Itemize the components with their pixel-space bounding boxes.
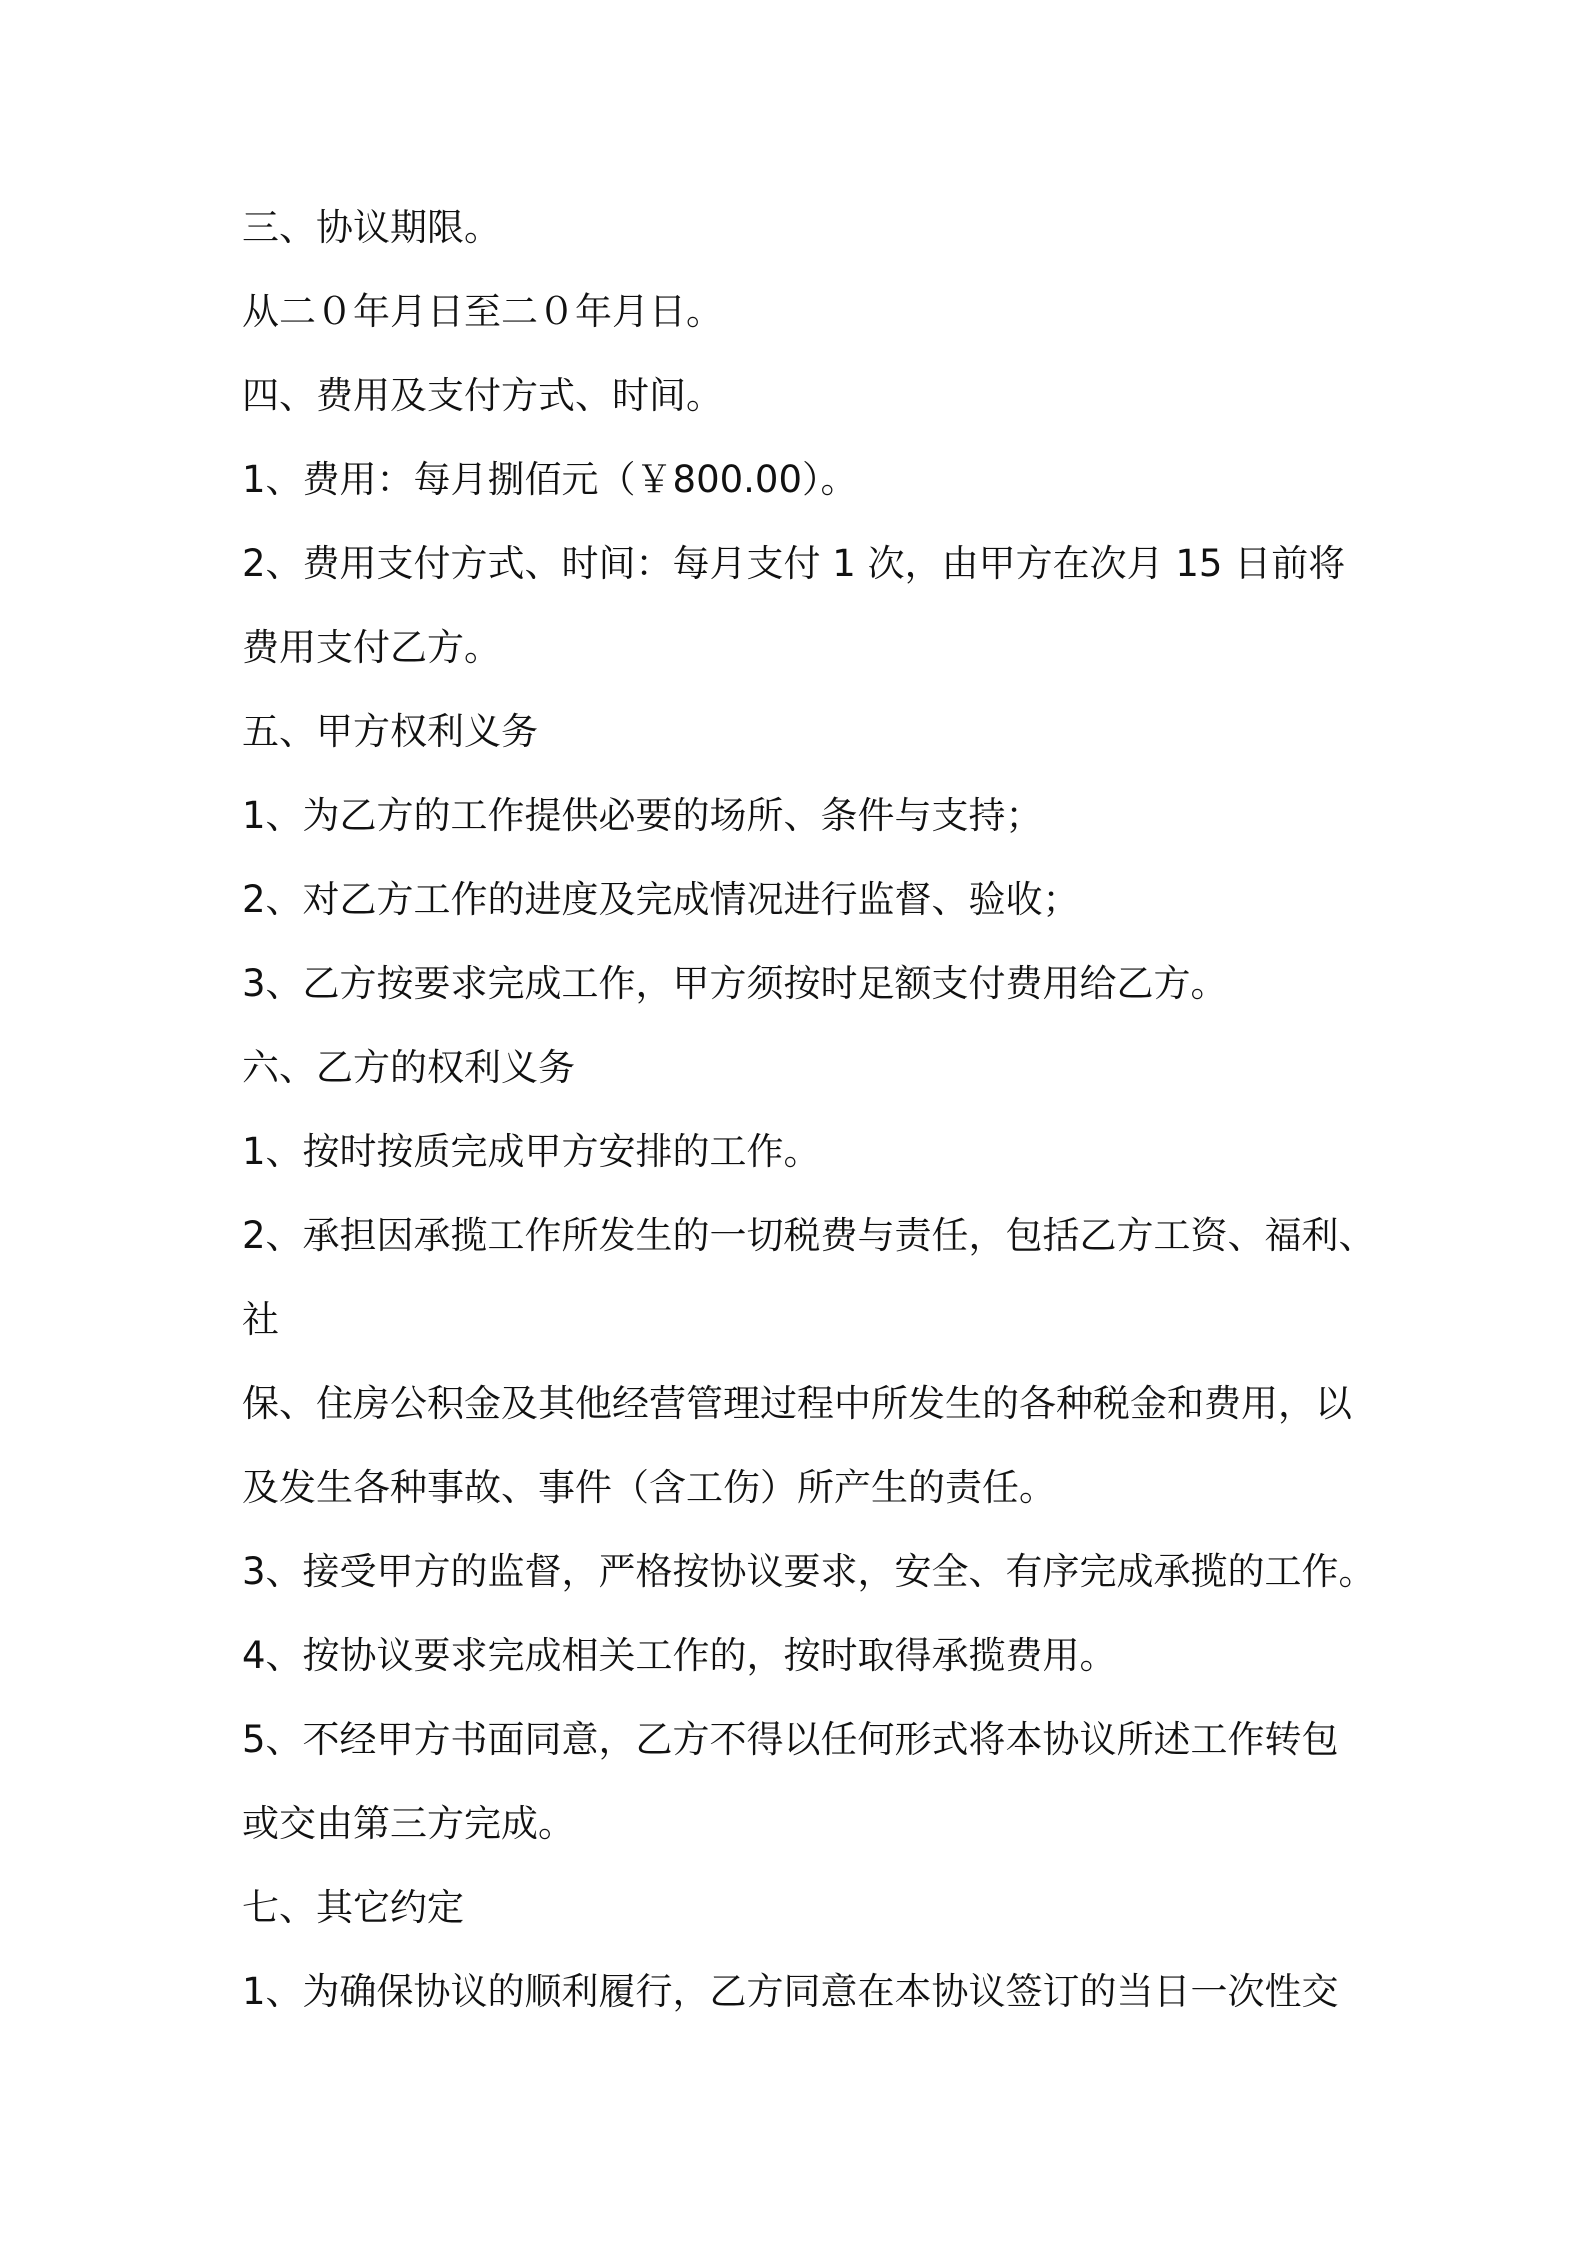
section-heading-party-a: 五、甲方权利义务 — [242, 710, 538, 753]
payment-method-line: 2、费用支付方式、时间：每月支付 1 次，由甲方在次月 15 日前将 — [242, 542, 1346, 585]
other-item-1: 1、为确保协议的顺利履行，乙方同意在本协议签订的当日一次性交 — [242, 1970, 1339, 2013]
term-period-line: 从二０年月日至二０年月日。 — [242, 290, 723, 333]
party-a-item-1: 1、为乙方的工作提供必要的场所、条件与支持； — [242, 794, 1043, 837]
fee-amount-line: 1、费用：每月捌佰元（￥800.00）。 — [242, 458, 858, 501]
section-heading-other: 七、其它约定 — [242, 1886, 464, 1929]
section-heading-party-b: 六、乙方的权利义务 — [242, 1046, 575, 1089]
party-a-item-3: 3、乙方按要求完成工作，甲方须按时足额支付费用给乙方。 — [242, 962, 1228, 1005]
party-b-item-2-cont: 社 — [242, 1298, 279, 1341]
party-b-item-5-cont: 或交由第三方完成。 — [242, 1802, 575, 1845]
party-b-item-1: 1、按时按质完成甲方安排的工作。 — [242, 1130, 821, 1173]
party-b-item-3: 3、接受甲方的监督，严格按协议要求，安全、有序完成承揽的工作。 — [242, 1550, 1376, 1593]
party-b-item-4: 4、按协议要求完成相关工作的，按时取得承揽费用。 — [242, 1634, 1117, 1677]
party-b-item-2-cont-2: 保、住房公积金及其他经营管理过程中所发生的各种税金和费用，以 — [242, 1382, 1352, 1425]
party-b-item-5: 5、不经甲方书面同意，乙方不得以任何形式将本协议所述工作转包 — [242, 1718, 1339, 1761]
party-b-item-2: 2、承担因承揽工作所发生的一切税费与责任，包括乙方工资、福利、 — [242, 1214, 1376, 1257]
party-a-item-2: 2、对乙方工作的进度及完成情况进行监督、验收； — [242, 878, 1080, 921]
section-heading-term: 三、协议期限。 — [242, 206, 501, 249]
payment-method-line-cont: 费用支付乙方。 — [242, 626, 501, 669]
party-b-item-2-cont-3: 及发生各种事故、事件（含工伤）所产生的责任。 — [242, 1466, 1056, 1509]
section-heading-fees: 四、费用及支付方式、时间。 — [242, 374, 723, 417]
